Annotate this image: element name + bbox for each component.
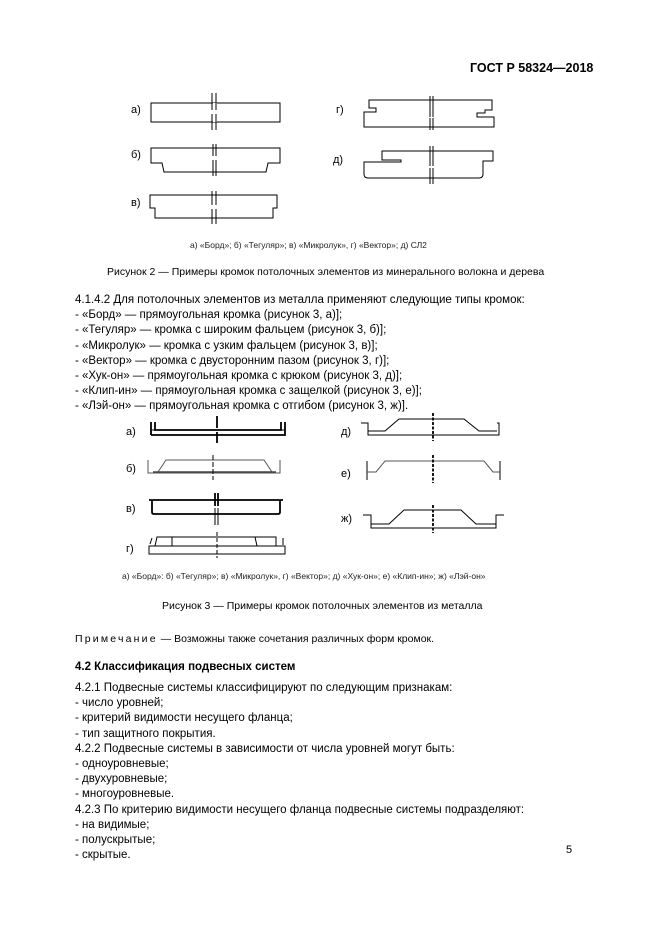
document-standard-number: ГОСТ Р 58324—2018 — [470, 61, 594, 75]
list-item: - полускрытые; — [75, 834, 156, 847]
fig3-label-e: е) — [341, 468, 351, 480]
fig2-caption: Рисунок 2 — Примеры кромок потолочных элементов из минерального волокна и дерева — [107, 266, 545, 278]
fig2-label-d: д) — [333, 154, 344, 166]
fig3-label-b: б) — [126, 463, 136, 475]
section-4142-intro: 4.1.4.2 Для потолочных элементов из металла применяют следующие типы кромок: — [75, 294, 525, 306]
fig2-label-a: а) — [131, 104, 141, 116]
fig2-label-b: б) — [131, 149, 141, 161]
fig3-label-zh: ж) — [341, 513, 353, 525]
list-item: - тип защитного покрытия. — [75, 727, 216, 740]
list-item: - критерий видимости несущего фланца; — [75, 712, 293, 725]
list-item: - число уровней; — [75, 697, 164, 710]
section-42-title: 4.2 Классификация подвесных систем — [75, 661, 296, 673]
fig3-label-v: в) — [126, 503, 136, 515]
fig2-label-g: г) — [336, 104, 344, 116]
list-item: - «Лэй-он» — прямоугольная кромка с отгибом (рисунок 3, ж)]. — [75, 400, 409, 413]
fig2-label-v: в) — [131, 197, 141, 209]
list-item: - одноуровневые; — [75, 758, 169, 771]
list-item: - двухуровневые; — [75, 773, 168, 786]
fig2-legend: а) «Борд»; б) «Тегуляр»; в) «Микролук», г) «Вектор»; д) СЛ2 — [190, 240, 427, 250]
list-item: - «Вектор» — кромка с двусторонним пазом (рисунок 3, г)]; — [75, 354, 390, 367]
fig3-label-d: д) — [341, 426, 352, 438]
list-item: - «Хук-он» — прямоугольная кромка с крюком (рисунок 3, д)]; — [75, 370, 403, 383]
page-number: 5 — [566, 844, 573, 856]
list-item: - «Микролук» — кромка с узким фальцем (рисунок 3, в)]; — [75, 339, 378, 352]
fig3-caption: Рисунок 3 — Примеры кромок потолочных элементов из металла — [162, 600, 483, 612]
note-label: Примечание — [75, 633, 158, 645]
fig3-label-g: г) — [126, 543, 134, 555]
list-item: - скрытые. — [75, 849, 131, 862]
note-text: — Возможны также сочетания различных форм кромок. — [157, 633, 435, 645]
paragraph: 4.2.3 По критерию видимости несущего фланца подвесные системы подразделяют: — [75, 803, 525, 816]
section-42-body — [75, 681, 615, 863]
paragraph: 4.2.1 Подвесные системы классифицируют по следующим признакам: — [75, 682, 453, 694]
list-item: - на видимые; — [75, 818, 150, 831]
list-item: - «Борд» — прямоугольная кромка (рисунок 3, а)]; — [75, 309, 343, 322]
list-item: - многоуровневые. — [75, 788, 175, 801]
fig3-label-a: а) — [126, 426, 136, 438]
list-item: - «Клип-ин» — прямоугольная кромка с защелкой (рисунок 3, е)]; — [75, 385, 422, 398]
list-item: - «Тегуляр» — кромка с широким фальцем (рисунок 3, б)]; — [75, 324, 387, 337]
note — [75, 633, 434, 645]
paragraph: 4.2.2 Подвесные системы в зависимости от числа уровней могут быть: — [75, 742, 455, 755]
fig3-legend: а) «Борд»: б) «Тегуляр»; в) «Микролук», г) «Вектор»; д) «Хук-он»; е) «Клип-ин»; ж) «Лэй-он» — [122, 571, 486, 581]
